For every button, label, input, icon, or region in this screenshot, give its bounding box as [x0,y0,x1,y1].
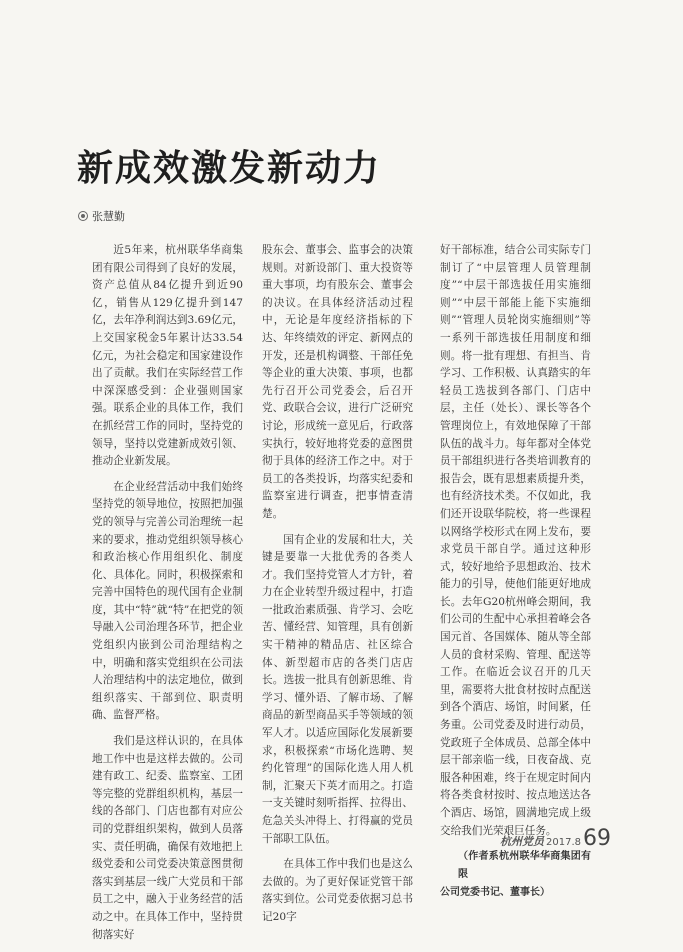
text-column-1 [92,242,243,952]
author-line [78,208,125,224]
paragraph: 好干部标准，结合公司实际专门制订了“中层管理人员管理制度”“中层干部选拔任用实施细则”“中层干部能上能下实施细则”“管理人员轮岗实施细则”等一系列干部选拔任用制度和细则。将一批有理想、有担当、肯学习、工作积极、认真踏实的年轻员工选拔到各部门、门店中层，主任（处长）、课长等各个管理岗位上，有效地保障了干部队伍的战斗力。每年都对全体党员干部组织进行各类培训教育的报告会，既有思想素质提升类，也有经济技术类。不仅如此，我们还开设联华院校，将一些课程以网络学校形式在网上发布，要求党员干部自学。通过这种形式，较好地给予思想政治、技术能力的引导，使他们能更好地成长。去年G20杭州峰会期间，我们公司的生配中心承担着峰会各国元首、各国媒体、随从等全部人员的食材采购、管理、配送等工作。在临近会议召开的几天里，需要将大批食材按时点配送到各个酒店、场馆，时间紧，任务重。公司党委及时进行动员，党政班子全体成员、总部全体中层干部亲临一线，日夜奋战、克服各种困难，终于在规定时间内将各类食材按时、按点地送达各个酒店、场馆，圆满地完成上级交给我们光荣艰巨任务。 [440,244,591,837]
author-name: 张慧勤 [92,210,125,223]
magazine-logo: 杭州党员 [500,835,544,848]
text-column-2 [262,242,413,935]
paragraph: 我们是这样认识的，在具体地工作中也是这样去做的。公司建有政工、纪委、监察室、工团等完整的党群组织机构，基层一线的各部门、门店也都有对应公司的党群组织架构，做到人员落实、责任明确，确保有效地把上级党委和公司党委决策意图贯彻落实到基层一线广大党员和干部员工之中，融入于业务经营的活动之中。在具体工作中，坚持贯彻落实好 [92,735,243,941]
paragraph: 近5年来，杭州联华华商集团有限公司得到了良好的发展，资产总值从84亿提升到近90亿，销售从129亿提升到147亿，去年净利润达到3.69亿元，上交国家税金5年累计达33.54亿元，为社会稳定和国家建设作出了贡献。我们在实际经营工作中深深感受到：企业强则国家强。联系企业的具体工作，我们在抓经营工作的同时，坚持党的领导，坚持以党建新成效引领、推动企业新发展。 [92,244,243,468]
article-title: 新成效激发新动力 [77,147,382,189]
page-number: 69 [583,826,611,851]
paragraph: 股东会、董事会、监事会的决策规则。对新设部门、重大投资等重大事项，均有股东会、董事会的决议。在具体经济活动过程中，无论是年度经济指标的下达、年终绩效的评定、新网点的开发，还是机构调整、干部任免等企业的重大决策、事项，也都先行召开公司党委会，后召开党、政联合会议，进行广泛研究讨论，形成统一意见后，行政落实执行，较好地将党委的意图贯彻于具体的经济工作之中。对于员工的各类投诉，均落实纪委和监察室进行调查，把事情查清楚。 [262,244,413,520]
text-column-3 [440,242,591,902]
paragraph: 在具体工作中我们也是这么去做的。为了更好保证党管干部落实到位。公司党委依据习总书记20字 [262,858,413,923]
paragraph: 国有企业的发展和壮大，关键是要靠一大批优秀的各类人才。我们坚持党管人才方针，着力在企业转型升级过程中，打造一批政治素质强、肯学习、会吃苦、懂经营、知管理，具有创新实干精神的精品店、社区综合体、新型超市店的各类门店店长。选拔一批具有创新思维、肯学习、懂外语、了解市场、了解商品的新型商品买手等领域的领军人才。以适应国际化发展新要求，积极探索“市场化选聘、契约化管理”的国际化选人用人机制，汇聚天下英才而用之。打造一支关键时刻听指挥、拉得出、危急关头冲得上、打得赢的党员干部职工队伍。 [262,533,413,845]
author-note-line: （作者系杭州联华华商集团有限 [458,851,591,881]
issue-label: 2017.8 [546,837,581,848]
bullet-circle-icon [78,211,88,221]
page-footer [500,826,611,851]
author-note [440,848,591,902]
paragraph: 在企业经营活动中我们始终坚持党的领导地位，按照把加强党的领导与完善公司治理统一起来的要求，推动党组织领导核心和政治核心作用组织化、制度化、具体化。同时，积极探索和完善中国特色的现代国有企业制度，其中“特”就“特”在把党的领导融入公司治理各环节，把企业党组织内嵌到公司治理结构之中，明确和落实党组织在公司法人治理结构中的法定地位，做到组织落实、干部到位、职责明确、监督严格。 [92,480,243,722]
author-note-line: 公司党委书记、董事长） [440,887,550,899]
